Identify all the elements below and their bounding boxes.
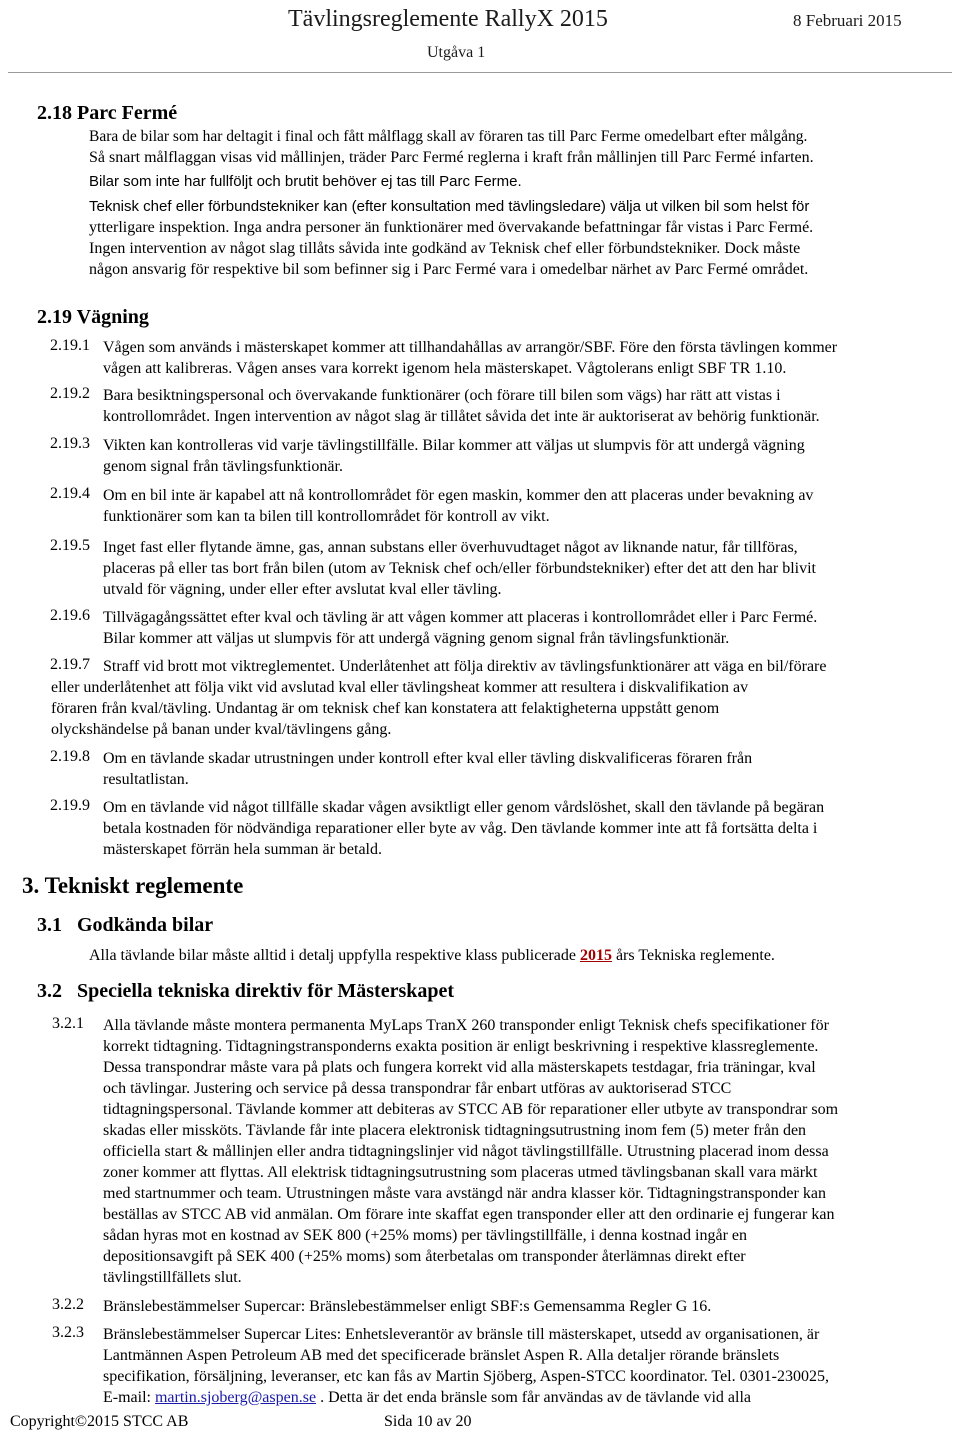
item-2-19-line: Straff vid brott mot viktreglementet. Underlåtenhet att följa direktiv av tävlingsfunktionärer att väga en bil/förare [103, 658, 827, 675]
section-2-18-line: Så snart målflaggan visas vid mållinjen, träder Parc Fermé reglerna i kraft från mållinjen till Parc Fermé infarten. [89, 149, 814, 166]
item-2-19-line: funktionärer som kan ta bilen till kontrollområdet för kontroll av vikt. [103, 508, 550, 525]
item-2-19-line: Tillvägagångssättet efter kval och tävling är att vågen kommer att placeras i kontrollområdet eller i Parc Fermé. [103, 609, 818, 626]
item-3-2-3-body [103, 1324, 829, 1408]
document-date: 8 Februari 2015 [793, 11, 902, 30]
item-2-19-line: Vikten kan kontrolleras vid varje tävlingstillfälle. Bilar kommer att väljas ut slumpvis för att undergå vägning [103, 437, 805, 454]
item-3-2-1-number: 3.2.1 [52, 1015, 84, 1032]
item-2-19-body [103, 435, 805, 477]
item-3-2-1-body [103, 1015, 838, 1288]
email-label: E-mail: [103, 1389, 155, 1406]
item-3-2-1-line: zoner kommer att flyttas. All elektrisk tidtagningsutrustning som placeras utmed tävlingsbanan skall vara märkt [103, 1164, 818, 1181]
item-2-19-line: föraren från kval/tävling. Undantag är om teknisk chef kan konstatera att felaktigheterna uppstått genom [51, 700, 720, 717]
item-2-19-number: 2.19.9 [50, 797, 90, 814]
section-2-18-line: Bilar som inte har fullföljt och brutit behöver ej tas till Parc Ferme. [89, 173, 522, 190]
item-2-19-line: mästerskapet förrän hela summan är betald. [103, 841, 382, 858]
header-divider [8, 72, 952, 73]
item-2-19-line: kontrollområdet. Ingen intervention av något slag är tillåtet såvida det inte är auktoriserat av behörig funktionär. [103, 408, 820, 425]
item-2-19-line: resultatlistan. [103, 771, 189, 788]
item-3-2-1-line: korrekt tidtagning. Tidtagningstransponderns exakta position är enligt beskrivning i respektive klassreglemente. [103, 1038, 819, 1055]
section-2-18-heading: 2.18 Parc Fermé [37, 102, 178, 124]
item-2-19-line: olyckshändelse på banan under kval/tävlingens gång. [51, 721, 392, 738]
section-2-18-body [89, 126, 814, 280]
item-2-19-body [103, 537, 816, 600]
item-3-2-3-line: Lantmännen Aspen Petroleum AB med det specificerade bränslet Aspen R. Alla detaljer rörande bränslets [103, 1347, 780, 1364]
item-2-19-line: Bara besiktningspersonal och övervakande funktionärer (och förare till bilen som vägs) har rätt att vistas i [103, 387, 781, 404]
footer-page-number: Sida 10 av 20 [384, 1413, 472, 1430]
item-2-19-body [103, 797, 824, 860]
item-2-19-body [103, 337, 837, 379]
item-2-19-number: 2.19.6 [50, 607, 90, 624]
section-3-1-text-post: års Tekniska reglemente. [611, 947, 775, 964]
section-2-18-line: Teknisk chef eller förbundstekniker kan (efter konsultation med tävlingsledare) välja ut vilken bil som helst för [89, 198, 810, 215]
item-2-19-body [103, 748, 752, 790]
section-3-1-year: 2015 [579, 947, 612, 964]
item-2-19-number: 2.19.7 [50, 656, 90, 673]
section-3-1-text-pre: Alla tävlande bilar måste alltid i detalj uppfylla respektive klass publicerade [89, 947, 580, 964]
item-2-19-number: 2.19.3 [50, 435, 90, 452]
section-2-18-line: Bara de bilar som har deltagit i final och fått målflagg skall av föraren tas till Parc Ferme omedelbart efter målgång. [89, 128, 808, 145]
item-3-2-1-line: och tävlingar. Justering och service på dessa transpondrar får enbart utföras av auktoriserad STCC [103, 1080, 732, 1097]
section-3-1-heading: 3.1 Godkända bilar [37, 914, 214, 936]
item-2-19-line: utvald för vägning, under eller efter avslutat kval eller tävling. [103, 581, 502, 598]
item-2-19-line: Vågen som används i mästerskapet kommer att tillhandahållas av arrangör/SBF. Före den första tävlingen kommer [103, 339, 838, 356]
item-3-2-1-line: beställas av STCC AB vid anmälan. Om förare inte skaffat egen transponder eller att den ordinarie ej fungerar kan [103, 1206, 835, 1223]
section-2-18-line: Ingen intervention av något slag tillåts såvida inte godkänd av Teknisk chef eller förbundstekniker. Dock måste [89, 240, 801, 257]
item-2-19-body [103, 485, 813, 527]
item-3-2-1-line: Dessa transpondrar måste vara på plats och fungera korrekt vid alla mästerskapets testdagar, fria träningar, kval [103, 1059, 816, 1076]
item-3-2-3-number: 3.2.3 [52, 1324, 84, 1341]
item-2-19-line: placeras på eller tas bort från bilen (utom av Teknisk chef och/eller förbundstekniker) efter det att den har blivit [103, 560, 816, 577]
item-3-2-3-last-suffix: . Detta är det enda bränsle som får användas av de tävlande vid alla [316, 1389, 751, 1406]
email-link[interactable]: martin.sjoberg@aspen.se [154, 1389, 317, 1406]
item-2-19-number: 2.19.2 [50, 385, 90, 402]
item-3-2-1-line: sådan hyras mot en kostnad av SEK 800 (+25% moms) per tävlingstillfälle, i denna kostnad ingår en [103, 1227, 747, 1244]
document-edition: Utgåva 1 [427, 44, 486, 61]
item-3-2-1-line: tävlingstillfällets slut. [103, 1269, 242, 1286]
item-2-19-line: Inget fast eller flytande ämne, gas, annan substans eller överhuvudtaget något av liknande natur, får tillföras, [103, 539, 798, 556]
section-2-18-line: någon ansvarig för respektive bil som befinner sig i Parc Fermé vara i omedelbar närhet av Parc Fermé området. [89, 261, 809, 278]
item-3-2-1-line: depositionsavgift på SEK 400 (+25% moms) som återbetalas om transponder återlämnas direkt efter [103, 1248, 746, 1265]
item-2-19-line: Om en tävlande vid något tillfälle skadar vågen avsiktligt eller genom vårdslöshet, skall den tävlande på begäran [103, 799, 825, 816]
item-2-19-line: genom signal från tävlingsfunktionär. [103, 458, 343, 475]
item-2-19-line: eller underlåtenhet att följa vikt vid avslutad kval eller tävlingsheat kommer att resultera i diskvalifikation av [51, 679, 749, 696]
item-3-2-1-line: officiella start & mållinjen eller andra tidtagningslinjer vid något tävlingstillfälle. Utrustning placerad inom dessa [103, 1143, 829, 1160]
item-2-19-line: Bilar kommer att väljas ut slumpvis för att undergå vägning genom signal från tävlingsfunktionär. [103, 630, 730, 647]
item-3-2-1-line: Alla tävlande måste montera permanenta MyLaps TranX 260 transponder enligt Teknisk chefs specifikationer för [103, 1017, 829, 1034]
item-3-2-1-line: tidtagningspersonal. Tävlande kommer att debiteras av STCC AB för reparationer eller utbyte av transpondrar som [103, 1101, 839, 1118]
item-3-2-3-line: Bränslebestämmelser Supercar Lites: Enhetsleverantör av bränsle till mästerskapet, utsedd av organisationen, är [103, 1326, 820, 1343]
item-3-2-3-line: specifikation, försäljning, leveranser, etc kan fås av Martin Sjöberg, Aspen-STCC koordinator. Tel. 0301-230025, [103, 1368, 829, 1385]
footer-copyright: Copyright©2015 STCC AB [10, 1413, 189, 1430]
section-3-2-heading: 3.2 Speciella tekniska direktiv för Mästerskapet [37, 980, 455, 1002]
item-2-19-body [103, 385, 820, 427]
document-title: Tävlingsreglemente RallyX 2015 [288, 6, 608, 32]
item-2-19-line: betala kostnaden för nödvändiga reparationer eller byte av våg. Den tävlande kommer inte att få fortsätta delta i [103, 820, 818, 837]
item-2-19-line: vågen att kalibreras. Vågen anses vara korrekt igenom hela mästerskapet. Vågtolerans enligt SBF TR 1.10. [103, 360, 787, 377]
item-3-2-3-last-line [103, 1387, 829, 1408]
section-2-18-line: ytterligare inspektion. Inga andra personer än funktionärer med övervakande befattningar får vistas i Parc Fermé. [89, 219, 814, 236]
item-3-2-2-number: 3.2.2 [52, 1296, 84, 1313]
item-2-19-number: 2.19.4 [50, 485, 90, 502]
item-2-19-body [103, 607, 817, 649]
item-3-2-1-line: med startnummer och team. Utrustningen måste vara avstängd när andra klasser kör. Tidtagningstransponder kan [103, 1185, 826, 1202]
item-3-2-2-text: Bränslebestämmelser Supercar: Bränslebestämmelser enligt SBF:s Gemensamma Regler G 16. [103, 1298, 712, 1315]
item-2-19-line: Om en bil inte är kapabel att nå kontrollområdet för egen maskin, kommer den att placeras under bevakning av [103, 487, 814, 504]
item-2-19-number: 2.19.5 [50, 537, 90, 554]
chapter-3-heading: 3. Tekniskt reglemente [22, 873, 244, 898]
item-2-19-line: Om en tävlande skadar utrustningen under kontroll efter kval eller tävling diskvalificeras föraren från [103, 750, 753, 767]
section-2-19-heading: 2.19 Vägning [37, 306, 149, 328]
item-2-19-number: 2.19.8 [50, 748, 90, 765]
section-3-1-body [89, 945, 775, 966]
item-2-19-number: 2.19.1 [50, 337, 90, 354]
item-3-2-1-line: skadas eller missköts. Tävlande får inte placera elektronisk tidtagningsutrustning inom fem (5) meter från den [103, 1122, 807, 1139]
